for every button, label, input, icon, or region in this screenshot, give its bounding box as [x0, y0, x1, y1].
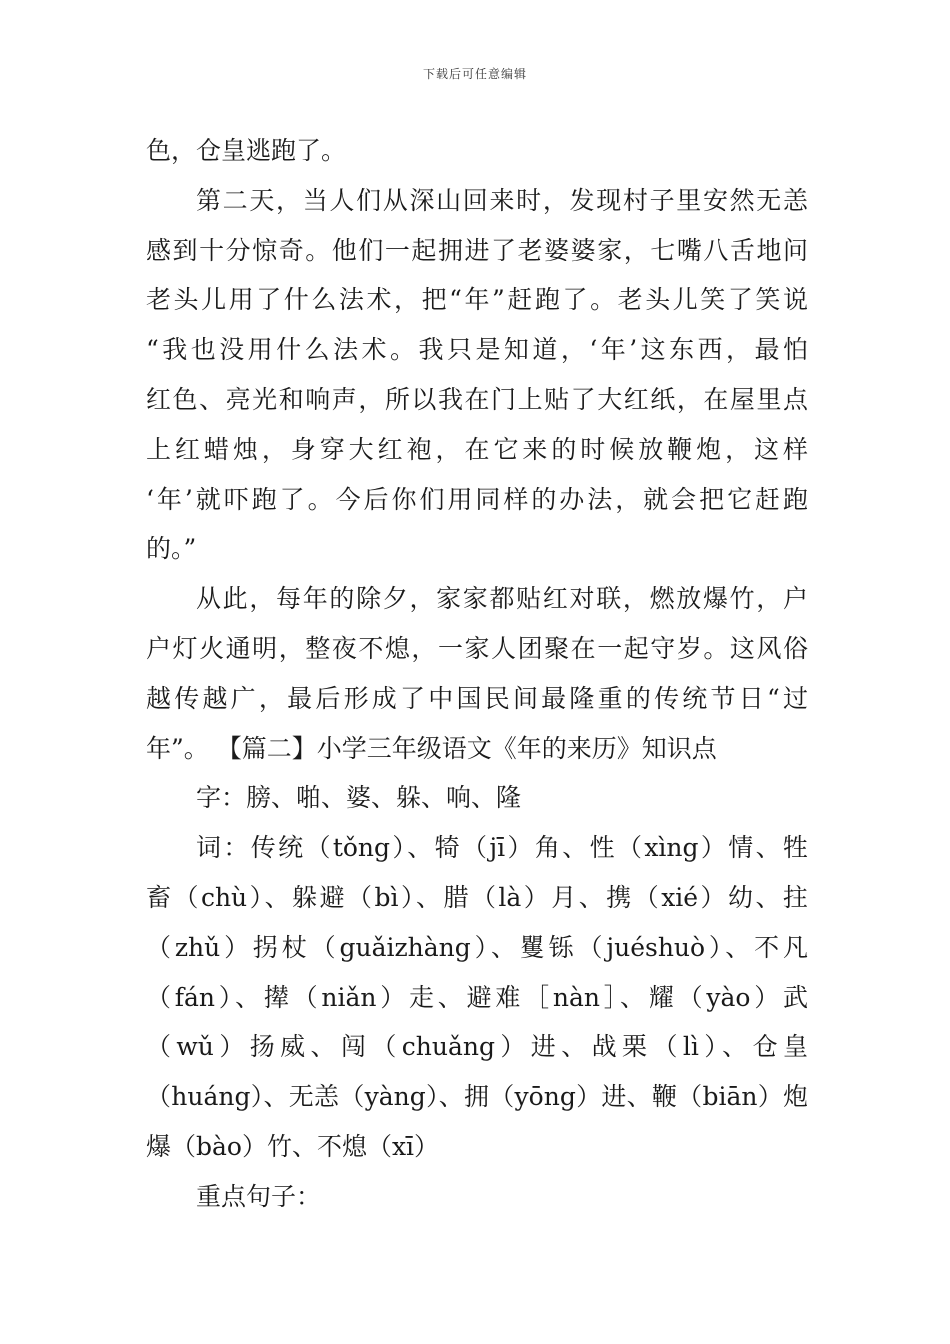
- text-line: ‘年’就吓跑了。今后你们用同样的办法，就会把它赶跑: [146, 484, 808, 514]
- text-line: 色，仓皇逃跑了。: [146, 136, 347, 165]
- text-line: 重点句子：: [196, 1181, 322, 1211]
- text-line: 词：传统（tǒng）、犄（jī）角、性（xìng）情、牲: [196, 833, 808, 863]
- text-line: 年”。 【篇二】小学三年级语文《年的来历》知识点: [146, 733, 717, 763]
- text-line: 上红蜡烛，身穿大红袍，在它来的时候放鞭炮，这样: [146, 434, 808, 464]
- document-body: [146, 126, 808, 1222]
- text-line: 从此，每年的除夕，家家都贴红对联，燃放爆竹，户: [196, 584, 808, 614]
- text-line: 的。”: [146, 534, 197, 564]
- text-line: 红色、亮光和响声，所以我在门上贴了大红纸，在屋里点: [146, 384, 808, 414]
- text-line: 爆（bào）竹、不熄（xī）: [146, 1131, 440, 1161]
- text-line: 字：膀、啪、婆、躲、响、隆: [196, 783, 522, 813]
- text-line: 感到十分惊奇。他们一起拥进了老婆婆家，七嘴八舌地问: [146, 235, 808, 265]
- text-line: “我也没用什么法术。我只是知道，‘年’这东西，最怕: [146, 335, 808, 365]
- text-line: （fán）、撵（niǎn）走、避难［nàn］、耀（yào）武: [146, 982, 808, 1012]
- text-line: 越传越广，最后形成了中国民间最隆重的传统节日“过: [146, 683, 808, 713]
- text-line: 老头儿用了什么法术，把“年”赶跑了。老头儿笑了笑说: [146, 285, 808, 315]
- text-line: 户灯火通明，整夜不熄，一家人团聚在一起守岁。这风俗: [146, 633, 808, 663]
- text-line: （wǔ）扬威、闯（chuǎng）进、战栗（lì）、仓皇: [146, 1032, 808, 1062]
- text-line: 畜（chù）、躲避（bì）、腊（là）月、携（xié）幼、拄: [146, 882, 808, 912]
- text-line: （huáng）、无恙（yàng）、拥（yōng）进、鞭（biān）炮: [146, 1082, 808, 1112]
- page-header: 下载后可任意编辑: [422, 67, 527, 81]
- text-line: 第二天，当人们从深山回来时，发现村子里安然无恙: [196, 185, 808, 215]
- text-line: （zhǔ）拐杖（guǎizhàng）、矍铄（juéshuò）、不凡: [146, 932, 808, 962]
